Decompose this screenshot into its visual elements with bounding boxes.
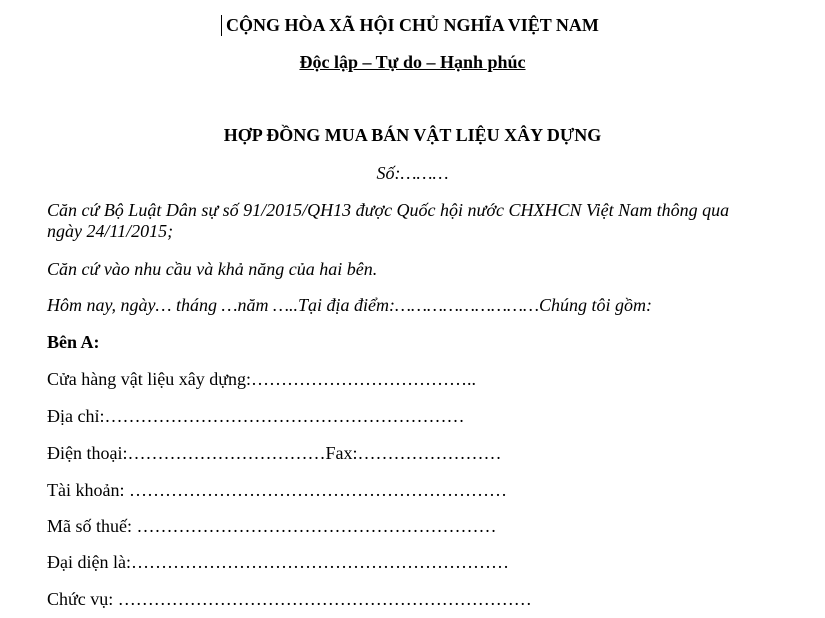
field-tax-code: Mã số thuế: …………………………………………………… <box>47 516 497 536</box>
legal-basis-line1: Căn cứ Bộ Luật Dân sự số 91/2015/QH13 được Quốc hội nước CHXHCN Việt Nam thông qua <box>47 200 730 220</box>
field-store: Cửa hàng vật liệu xây dựng:……………………………….. <box>47 369 476 389</box>
contract-title: HỢP ĐỒNG MUA BÁN VẬT LIỆU XÂY DỰNG <box>223 125 602 145</box>
legal-basis-line2: Căn cứ vào nhu cầu và khả năng của hai bên. <box>47 259 378 279</box>
field-representative: Đại diện là:……………………………………………………… <box>47 552 509 572</box>
field-account: Tài khoản: ……………………………………………………… <box>47 480 507 500</box>
nation-header: CỘNG HÒA XÃ HỘI CHỦ NGHĨA VIỆT NAM <box>226 15 599 35</box>
motto-header: Độc lập – Tự do – Hạnh phúc <box>299 52 526 72</box>
date-place-line: Hôm nay, ngày… tháng …năm …..Tại địa điểm:………………………Chúng tôi gồm: <box>47 295 653 315</box>
field-phone-fax: Điện thoại:……………………………Fax:…………………… <box>47 443 502 463</box>
legal-basis-line1-cont: ngày 24/11/2015; <box>47 221 174 241</box>
field-address: Địa chỉ:…………………………………………………… <box>47 406 465 426</box>
party-a-heading: Bên A: <box>47 332 100 352</box>
contract-number: Số:……… <box>376 163 449 183</box>
field-position: Chức vụ: …………………………………………………………… <box>47 589 532 609</box>
